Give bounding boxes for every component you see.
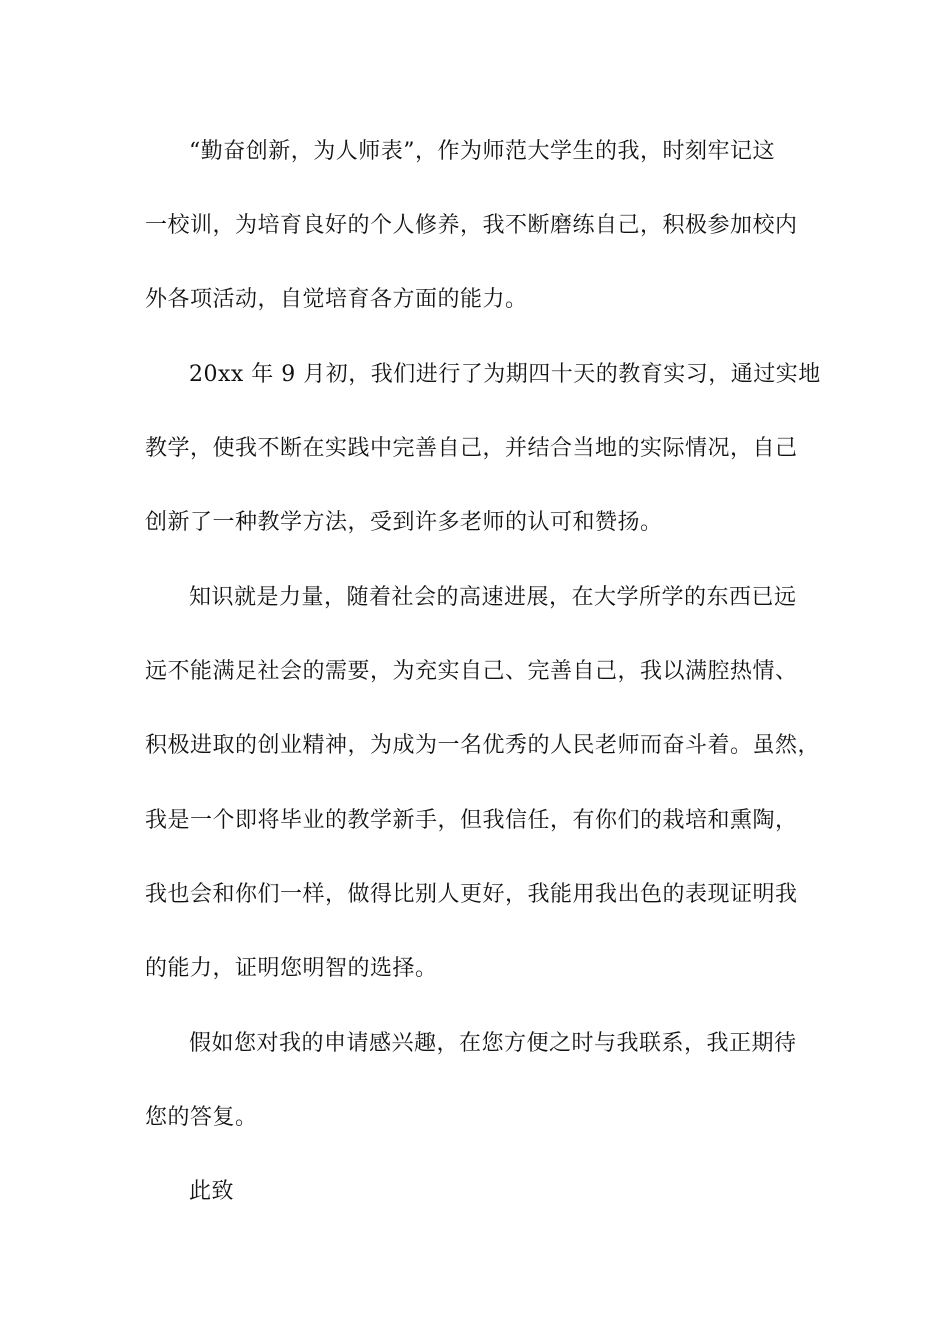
paragraph-2-line-1: 20xx 年 9 月初，我们进行了为期四十天的教育实习，通过实地: [189, 362, 821, 387]
paragraph-1-line-3: 外各项活动，自觉培育各方面的能力。: [145, 287, 528, 312]
paragraph-3-line-1: 知识就是力量，随着社会的高速进展，在大学所学的东西已远: [189, 585, 797, 610]
paragraph-1-line-1: “勤奋创新，为人师表”，作为师范大学生的我，时刻牢记这: [189, 139, 775, 164]
paragraph-3-line-4: 我是一个即将毕业的教学新手，但我信任，有你们的栽培和熏陶，: [145, 808, 798, 833]
paragraph-2-line-3: 创新了一种教学方法，受到许多老师的认可和赞扬。: [145, 510, 663, 535]
paragraph-4-line-2: 您的答复。: [145, 1105, 258, 1130]
paragraph-1-line-2: 一校训，为培育良好的个人修养，我不断磨练自己，积极参加校内: [145, 213, 798, 238]
paragraph-2-line-2: 教学，使我不断在实践中完善自己，并结合当地的实际情况，自己: [145, 436, 798, 461]
closing-salutation: 此致: [189, 1179, 235, 1204]
paragraph-3-line-3: 积极进取的创业精神，为成为一名优秀的人民老师而奋斗着。虽然，: [145, 733, 821, 758]
paragraph-3-line-6: 的能力，证明您明智的选择。: [145, 956, 438, 981]
paragraph-4-line-1: 假如您对我的申请感兴趣，在您方便之时与我联系，我正期待: [189, 1031, 797, 1056]
paragraph-3-line-2: 远不能满足社会的需要，为充实自己、完善自己，我以满腔热情、: [145, 659, 798, 684]
paragraph-3-line-5: 我也会和你们一样，做得比别人更好，我能用我出色的表现证明我: [145, 882, 798, 907]
